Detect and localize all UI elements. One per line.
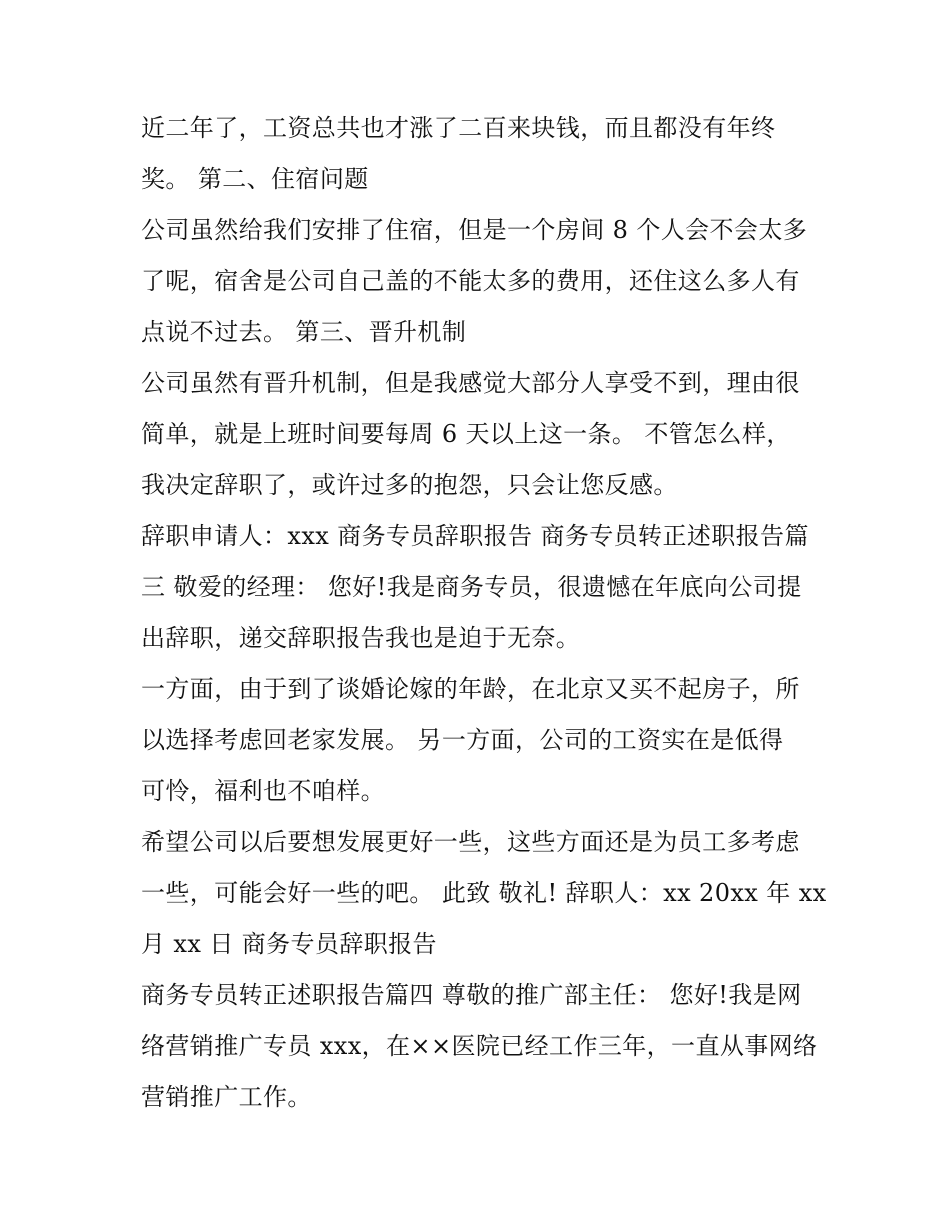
- text-line: 我决定辞职了，或许过多的抱怨，只会让您反感。: [141, 471, 678, 499]
- text-line: 点说不过去。 第三、晋升机制: [141, 318, 467, 346]
- text-line: 近二年了，工资总共也才涨了二百来块钱，而且都没有年终: [141, 114, 776, 142]
- text-line: 简单，就是上班时间要每周 6 天以上这一条。 不管怎么样，: [141, 420, 791, 448]
- text-line: 三 敬爱的经理： 您好!我是商务专员，很遗憾在年底向公司提: [141, 573, 802, 601]
- document-body: [141, 103, 827, 1123]
- text-line: 一方面，由于到了谈婚论嫁的年龄，在北京又买不起房子，所: [141, 675, 800, 703]
- text-line: 奖。 第二、住宿问题: [141, 165, 369, 193]
- text-line: 公司虽然有晋升机制，但是我感觉大部分人享受不到，理由很: [141, 369, 800, 397]
- text-line: 公司虽然给我们安排了住宿，但是一个房间 8 个人会不会太多: [141, 216, 808, 244]
- text-line: 出辞职，递交辞职报告我也是迫于无奈。: [141, 624, 581, 652]
- text-line: 月 xx 日 商务专员辞职报告: [141, 930, 437, 958]
- text-line: 希望公司以后要想发展更好一些，这些方面还是为员工多考虑: [141, 828, 800, 856]
- text-line: 以选择考虑回老家发展。 另一方面，公司的工资实在是低得: [141, 726, 784, 754]
- text-line: 营销推广工作。: [141, 1083, 312, 1111]
- text-line: 络营销推广专员 xxx，在××医院已经工作三年，一直从事网络: [141, 1032, 818, 1060]
- text-line: 商务专员转正述职报告篇四 尊敬的推广部主任： 您好!我是网: [141, 981, 802, 1009]
- text-line: 可怜，福利也不咱样。: [141, 777, 385, 805]
- text-line: 了呢，宿舍是公司自己盖的不能太多的费用，还住这么多人有: [141, 267, 800, 295]
- text-line: 一些，可能会好一些的吧。 此致 敬礼! 辞职人：xx 20xx 年 xx: [141, 879, 827, 907]
- text-line: 辞职申请人：xxx 商务专员辞职报告 商务专员转正述职报告篇: [141, 522, 809, 550]
